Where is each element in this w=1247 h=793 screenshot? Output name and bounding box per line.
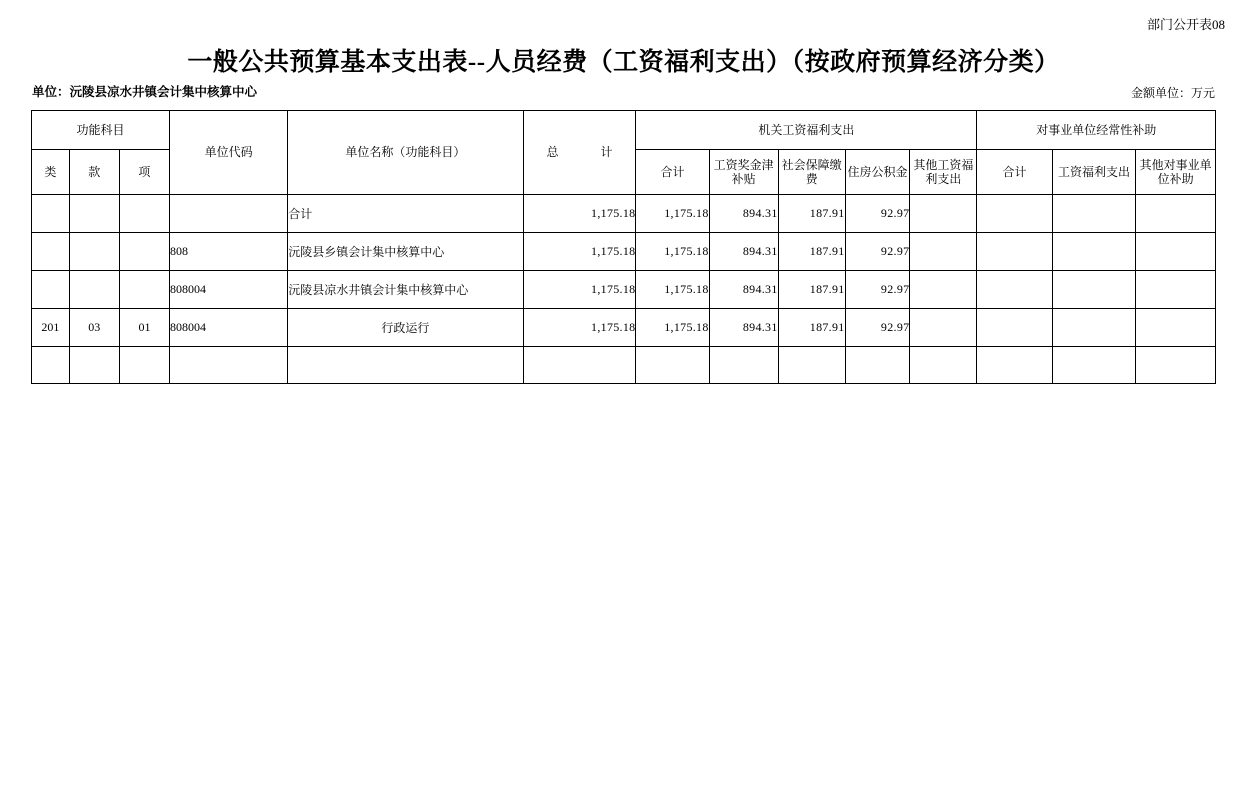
cell-total: 1,175.18 xyxy=(523,271,636,309)
cell-kuan xyxy=(69,195,119,233)
cell-institution-total xyxy=(977,233,1052,271)
cell-agency-other xyxy=(910,309,977,347)
form-code-label: 部门公开表08 xyxy=(1146,17,1225,32)
cell-total: 1,175.18 xyxy=(523,195,636,233)
cell-agency-total xyxy=(636,347,709,384)
cell-salary-bonus: 894.31 xyxy=(709,271,778,309)
cell-social-insurance: 187.91 xyxy=(778,309,845,347)
cell-social-insurance: 187.91 xyxy=(778,233,845,271)
cell-unit-code: 808004 xyxy=(170,271,288,309)
cell-salary-bonus: 894.31 xyxy=(709,309,778,347)
cell-institution-total xyxy=(977,309,1052,347)
header-agency-salary-bonus: 工资奖金津补贴 xyxy=(709,150,778,195)
cell-total xyxy=(523,347,636,384)
header-agency-social-insurance: 社会保障缴费 xyxy=(778,150,845,195)
cell-xiang xyxy=(119,233,169,271)
header-agency-housing-fund: 住房公积金 xyxy=(845,150,910,195)
cell-lei xyxy=(32,233,70,271)
cell-kuan xyxy=(69,347,119,384)
cell-housing-fund xyxy=(845,347,910,384)
header-agency-total: 合计 xyxy=(636,150,709,195)
table-row xyxy=(32,271,1216,309)
cell-xiang: 01 xyxy=(119,309,169,347)
cell-institution-total xyxy=(977,271,1052,309)
cell-institution-salary xyxy=(1052,347,1136,384)
cell-xiang xyxy=(119,271,169,309)
table-row xyxy=(32,309,1216,347)
cell-unit-code xyxy=(170,195,288,233)
cell-housing-fund: 92.97 xyxy=(845,309,910,347)
cell-salary-bonus xyxy=(709,347,778,384)
cell-social-insurance xyxy=(778,347,845,384)
cell-institution-other xyxy=(1136,347,1216,384)
unit-name-label: 单位：沅陵县凉水井镇会计集中核算中心 xyxy=(32,85,258,99)
cell-unit-name: 沅陵县乡镇会计集中核算中心 xyxy=(288,233,523,271)
cell-institution-other xyxy=(1136,271,1216,309)
header-total-label: 总 计 xyxy=(546,145,619,160)
cell-institution-salary xyxy=(1052,233,1136,271)
header-function-lei: 类 xyxy=(32,150,70,195)
cell-housing-fund: 92.97 xyxy=(845,233,910,271)
cell-agency-other xyxy=(910,195,977,233)
cell-agency-total: 1,175.18 xyxy=(636,309,709,347)
cell-agency-other xyxy=(910,271,977,309)
cell-salary-bonus: 894.31 xyxy=(709,233,778,271)
cell-total: 1,175.18 xyxy=(523,233,636,271)
cell-institution-total xyxy=(977,347,1052,384)
header-function-kuan: 款 xyxy=(69,150,119,195)
header-group-agency: 机关工资福利支出 xyxy=(636,111,977,150)
cell-institution-total xyxy=(977,195,1052,233)
cell-institution-other xyxy=(1136,195,1216,233)
cell-agency-total: 1,175.18 xyxy=(636,233,709,271)
cell-unit-name: 沅陵县凉水井镇会计集中核算中心 xyxy=(288,271,523,309)
header-agency-other: 其他工资福利支出 xyxy=(910,150,977,195)
cell-salary-bonus: 894.31 xyxy=(709,195,778,233)
cell-unit-name: 合计 xyxy=(288,195,523,233)
header-unit-code: 单位代码 xyxy=(170,111,288,195)
cell-unit-name xyxy=(288,347,523,384)
cell-institution-salary xyxy=(1052,309,1136,347)
cell-agency-total: 1,175.18 xyxy=(636,195,709,233)
page-title: 一般公共预算基本支出表--人员经费（工资福利支出）（按政府预算经济分类） xyxy=(187,49,1060,76)
header-institution-salary: 工资福利支出 xyxy=(1052,150,1136,195)
header-unit-name: 单位名称（功能科目） xyxy=(288,111,523,195)
header-total xyxy=(523,111,636,195)
header-institution-other: 其他对事业单位补助 xyxy=(1136,150,1216,195)
cell-institution-other xyxy=(1136,309,1216,347)
cell-kuan: 03 xyxy=(69,309,119,347)
cell-institution-salary xyxy=(1052,195,1136,233)
cell-unit-code: 808004 xyxy=(170,309,288,347)
cell-social-insurance: 187.91 xyxy=(778,271,845,309)
amount-unit-label: 金额单位：万元 xyxy=(1130,86,1215,100)
cell-lei xyxy=(32,347,70,384)
cell-housing-fund: 92.97 xyxy=(845,195,910,233)
cell-unit-code xyxy=(170,347,288,384)
cell-institution-other xyxy=(1136,233,1216,271)
cell-agency-other xyxy=(910,233,977,271)
table-row xyxy=(32,347,1216,384)
cell-total: 1,175.18 xyxy=(523,309,636,347)
meta-row xyxy=(32,82,1215,100)
cell-xiang xyxy=(119,347,169,384)
cell-unit-name: 行政运行 xyxy=(288,309,523,347)
cell-lei: 201 xyxy=(32,309,70,347)
cell-kuan xyxy=(69,271,119,309)
cell-institution-salary xyxy=(1052,271,1136,309)
header-group-institution: 对事业单位经常性补助 xyxy=(977,111,1216,150)
table-row xyxy=(32,195,1216,233)
cell-agency-other xyxy=(910,347,977,384)
header-function-xiang: 项 xyxy=(119,150,169,195)
cell-unit-code: 808 xyxy=(170,233,288,271)
cell-xiang xyxy=(119,195,169,233)
cell-lei xyxy=(32,195,70,233)
cell-social-insurance: 187.91 xyxy=(778,195,845,233)
table-row xyxy=(32,233,1216,271)
header-function-subject: 功能科目 xyxy=(32,111,170,150)
cell-agency-total: 1,175.18 xyxy=(636,271,709,309)
budget-table xyxy=(31,110,1216,384)
cell-housing-fund: 92.97 xyxy=(845,271,910,309)
header-institution-total: 合计 xyxy=(977,150,1052,195)
cell-lei xyxy=(32,271,70,309)
table-header-row-1 xyxy=(32,111,1216,150)
cell-kuan xyxy=(69,233,119,271)
